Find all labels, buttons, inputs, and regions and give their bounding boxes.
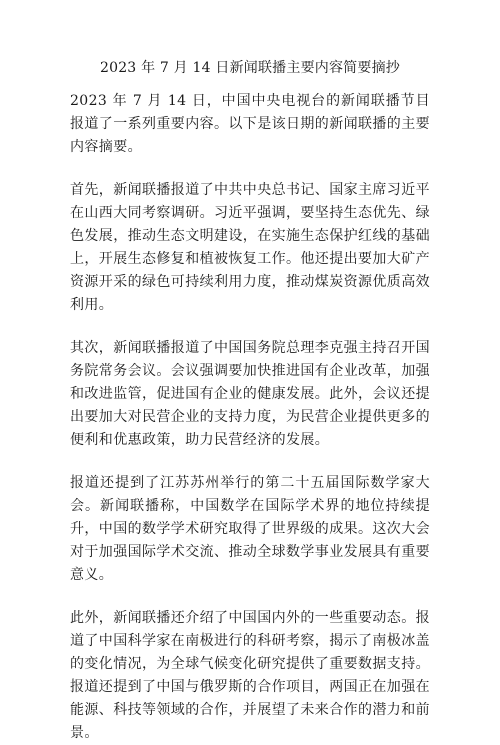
paragraph-state-council: 其次，新闻联播报道了中国国务院总理李克强主持召开国务院常务会议。会议强调要加快推进国有企业改革，加强和改进监管，促进国有企业的健康发展。此外，会议还提出要加大对民营企业的支持力度，为民营企业提供更多的便利和优惠政策，助力民营经济的发展。 xyxy=(70,340,430,448)
document-title: 2023 年 7 月 14 日新闻联播主要内容简要摘抄 xyxy=(99,60,400,76)
paragraph-xi-datong: 首先，新闻联播报道了中共中央总书记、国家主席习近平在山西大同考察调研。习近平强调，要坚持生态优先、绿色发展，推动生态文明建设，在实施生态保护红线的基础上，开展生态修复和植被恢复工作。他还提出要加大矿产资源开采的绿色可持续利用力度，推动煤炭资源优质高效利用。 xyxy=(70,182,430,313)
paragraph-intro: 2023 年 7 月 14 日，中国中央电视台的新闻联播节目报道了一系列重要内容。以下是该日期的新闻联播的主要内容摘要。 xyxy=(70,93,430,155)
paragraph-math-congress: 报道还提到了江苏苏州举行的第二十五届国际数学家大会。新闻联播称，中国数学在国际学术界的地位持续提升，中国的数学学术研究取得了世界级的成果。这次大会对于加强国际学术交流、推动全球数学事业发展具有重要意义。 xyxy=(70,475,430,583)
paragraph-domestic-international: 此外，新闻联播还介绍了中国国内外的一些重要动态。报道了中国科学家在南极进行的科研考察，揭示了南极冰盖的变化情况，为全球气候变化研究提供了重要数据支持。报道还提到了中国与俄罗斯的合作项目，两国正在加强在能源、科技等领域的合作，并展望了未来合作的潜力和前景。 xyxy=(70,610,430,741)
